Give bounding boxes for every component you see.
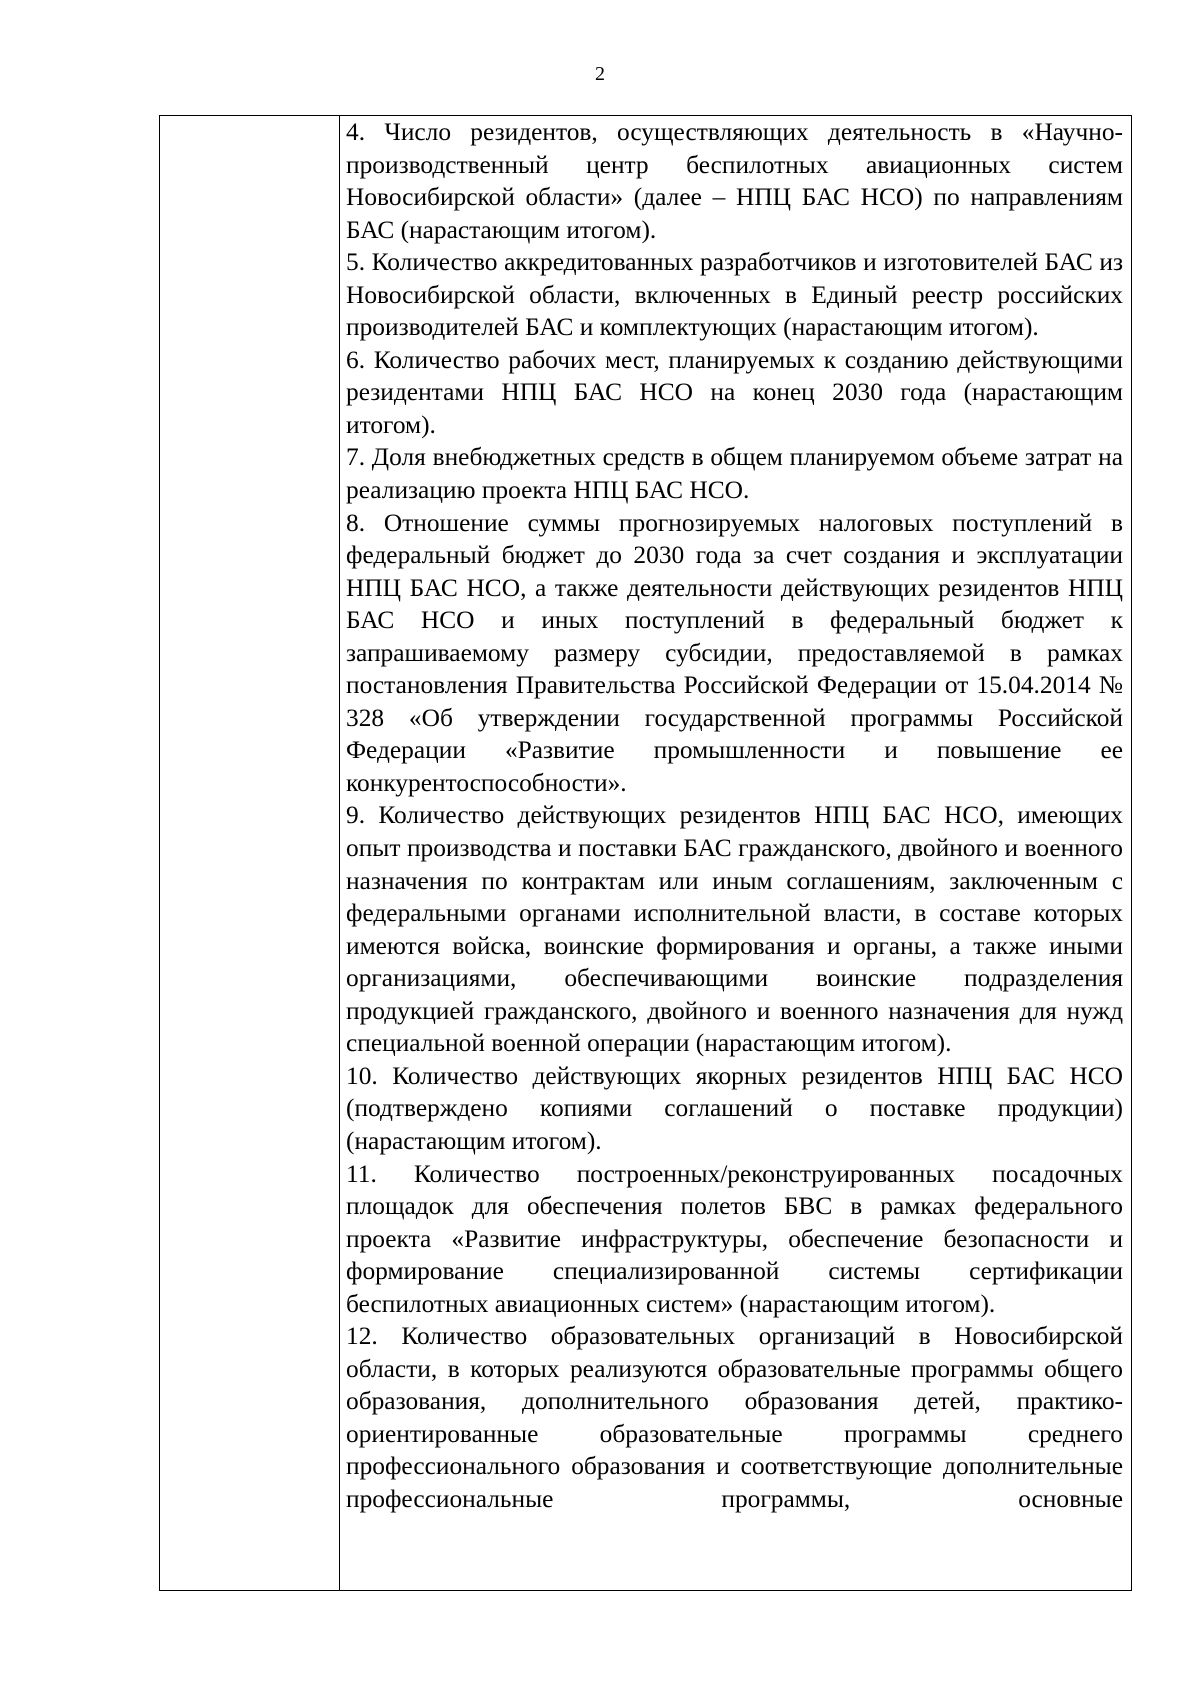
indicator-item-11: 11. Количество построенных/реконструированных посадочных площадок для обеспечения полетов БВС в рамках федерального проекта «Развитие инфраструктуры, обеспечение безопасности и формирование специализированной системы сертификации беспилотных авиационных систем» (нарастающим итогом). [346,1159,1123,1318]
indicator-item-4: 4. Число резидентов, осуществляющих деятельность в «Научно-производственный центр беспилотных авиационных систем Новосибирской области» (далее – НПЦ БАС НСО) по направлениям БАС (нарастающим итогом). [346,118,1123,244]
indicator-item-10: 10. Количество действующих якорных резидентов НПЦ БАС НСО (подтверждено копиями соглашений о поставке продукции) (нарастающим итогом). [346,1061,1123,1155]
indicator-item-5: 5. Количество аккредитованных разработчиков и изготовителей БАС из Новосибирской области, включенных в Единый реестр российских производителей БАС и комплектующих (нарастающим итогом). [346,248,1123,342]
indicator-item-7: 7. Доля внебюджетных средств в общем планируемом объеме затрат на реализацию проекта НПЦ БАС НСО. [346,443,1123,505]
table-right-cell [340,116,1131,1590]
table-left-cell [160,116,340,1590]
indicator-item-8: 8. Отношение суммы прогнозируемых налоговых поступлений в федеральный бюджет до 2030 года за счет создания и эксплуатации НПЦ БАС НСО, а также деятельности действующих резидентов НПЦ БАС НСО и иных поступлений в федеральный бюджет к запрашиваемому размеру субсидии, предоставляемой в рамках постановления Правительства Российской Федерации от 15.04.2014 № 328 «Об утверждении государственной программы Российской Федерации «Развитие промышленности и повышение ее конкурентоспособности». [346,508,1123,797]
indicator-item-9: 9. Количество действующих резидентов НПЦ БАС НСО, имеющих опыт производства и поставки БАС гражданского, двойного и военного назначения по контрактам или иным соглашениям, заключенным с федеральными органами исполнительной власти, в составе которых имеются войска, воинские формирования и органы, а также иными организациями, обеспечивающими воинские подразделения продукцией гражданского, двойного и военного назначения для нужд специальной военной операции (нарастающим итогом). [346,801,1123,1058]
indicator-item-12: 12. Количество образовательных организаций в Новосибирской области, в которых реализуются образовательные программы общего образования, дополнительного образования детей, практико-ориентированные образовательные программы среднего профессионального образования и соответствующие дополнительные профессиональные программы, основные [346,1322,1123,1513]
indicators-table [159,115,1132,1591]
indicator-item-6: 6. Количество рабочих мест, планируемых к созданию действующими резидентами НПЦ БАС НСО на конец 2030 года (нарастающим итогом). [346,345,1123,439]
page-number: 2 [595,63,605,85]
